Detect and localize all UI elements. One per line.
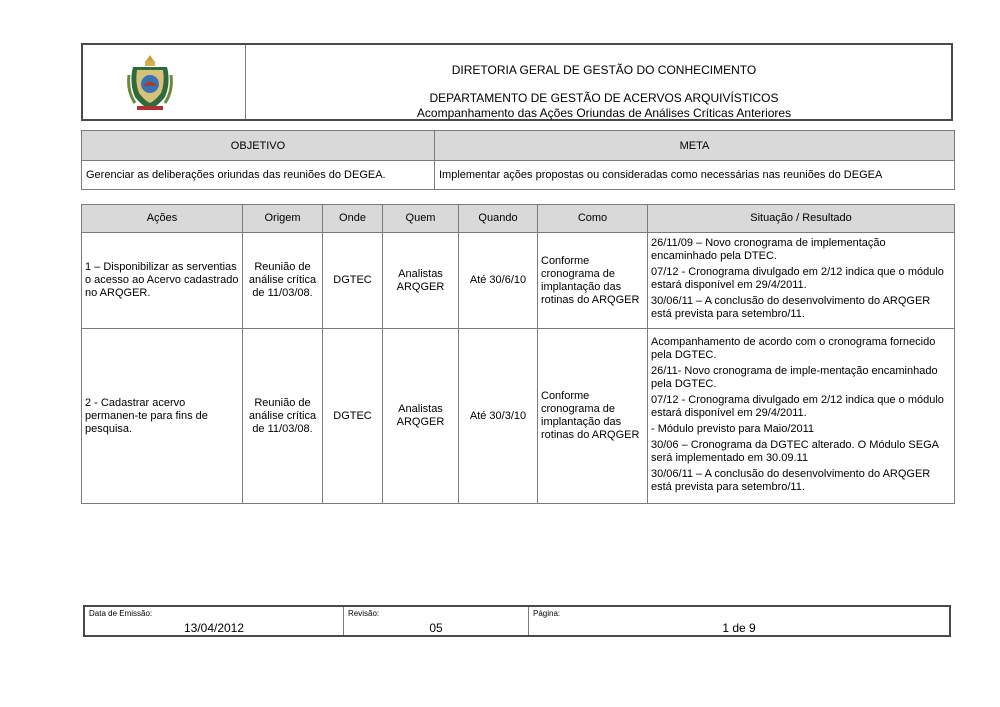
footer-emission-cell <box>85 607 344 635</box>
cell-situacao <box>648 329 955 504</box>
cell-acao: 2 - Cadastrar acervo permanen-te para fins de pesquisa. <box>82 329 243 504</box>
cell-origem: Reunião de análise crítica de 11/03/08. <box>243 233 323 329</box>
situacao-entry: 07/12 - Cronograma divulgado em 2/12 indica que o módulo estará disponível em 29/4/2011. <box>651 266 944 291</box>
header-situacao: Situação / Resultado <box>648 205 955 233</box>
objective-header-row <box>82 131 955 161</box>
footer-revision-cell <box>344 607 529 635</box>
situacao-entry: Acompanhamento de acordo com o cronograma fornecido pela DGTEC. <box>651 335 936 361</box>
header-quando: Quando <box>459 205 538 233</box>
actions-header-row <box>82 205 955 233</box>
situacao-entry: 30/06/11 – A conclusão do desenvolvimento do ARQGER está prevista para setembro/11. <box>651 295 931 320</box>
logo-cell <box>83 45 246 119</box>
cell-quem: Analistas ARQGER <box>383 329 459 504</box>
cell-como: Conforme cronograma de implantação das rotinas do ARQGER <box>538 329 648 504</box>
cell-onde: DGTEC <box>323 329 383 504</box>
table-row <box>82 233 955 329</box>
header-title-department: DEPARTAMENTO DE GESTÃO DE ACERVOS ARQUIVÍSTICOS <box>429 91 779 105</box>
header-titles <box>245 45 951 119</box>
situacao-entry: 07/12 - Cronograma divulgado em 2/12 indica que o módulo estará disponível em 29/4/2011. <box>651 393 944 419</box>
header-quem: Quem <box>383 205 459 233</box>
table-row <box>82 329 955 504</box>
meta-text: Implementar ações propostas ou consideradas como necessárias nas reuniões do DEGEA <box>435 161 955 190</box>
header-como: Como <box>538 205 648 233</box>
objective-body-row <box>82 161 955 190</box>
objective-table <box>81 130 955 190</box>
objective-text: Gerenciar as deliberações oriundas das reuniões do DEGEA. <box>82 161 435 190</box>
header-title-directorate: DIRETORIA GERAL DE GESTÃO DO CONHECIMENTO <box>451 63 757 77</box>
header-origem: Origem <box>243 205 323 233</box>
cell-acao: 1 – Disponibilizar as serventias o acesso ao Acervo cadastrado no ARQGER. <box>82 233 243 329</box>
objective-header: OBJETIVO <box>82 131 435 161</box>
footer-page-cell <box>529 607 949 635</box>
situacao-entry: 30/06 – Cronograma da DGTEC alterado. O Módulo SEGA será implementado em 30.09.11 <box>651 438 939 464</box>
cell-quando: Até 30/6/10 <box>459 233 538 329</box>
header-acoes: Ações <box>82 205 243 233</box>
situacao-entry: - Módulo previsto para Maio/2011 <box>651 422 815 435</box>
situacao-entry: 26/11/09 – Novo cronograma de implementação encaminhado pela DTEC. <box>651 237 886 262</box>
emission-value: 13/04/2012 <box>183 621 245 635</box>
page-value: 1 de 9 <box>722 621 756 635</box>
header-onde: Onde <box>323 205 383 233</box>
situacao-entry: 30/06/11 – A conclusão do desenvolvimento do ARQGER está prevista para setembro/11. <box>651 467 931 493</box>
document-header <box>81 43 953 121</box>
cell-onde: DGTEC <box>323 233 383 329</box>
meta-header: META <box>435 131 955 161</box>
actions-table <box>81 204 955 504</box>
cell-origem: Reunião de análise crítica de 11/03/08. <box>243 329 323 504</box>
cell-quem: Analistas ARQGER <box>383 233 459 329</box>
cell-situacao <box>648 233 955 329</box>
page-label: Página: <box>533 609 561 618</box>
document-footer <box>83 605 951 637</box>
coat-of-arms-logo <box>125 53 175 113</box>
header-title-subject: Acompanhamento das Ações Oriundas de Análises Críticas Anteriores <box>416 106 792 120</box>
cell-como: Conforme cronograma de implantação das rotinas do ARQGER <box>538 233 648 329</box>
emission-label: Data de Emissão: <box>89 609 153 618</box>
cell-quando: Até 30/3/10 <box>459 329 538 504</box>
situacao-entry: 26/11- Novo cronograma de imple-mentação encaminhado pela DGTEC. <box>651 364 938 390</box>
revision-value: 05 <box>429 621 443 635</box>
revision-label: Revisão: <box>348 609 380 618</box>
